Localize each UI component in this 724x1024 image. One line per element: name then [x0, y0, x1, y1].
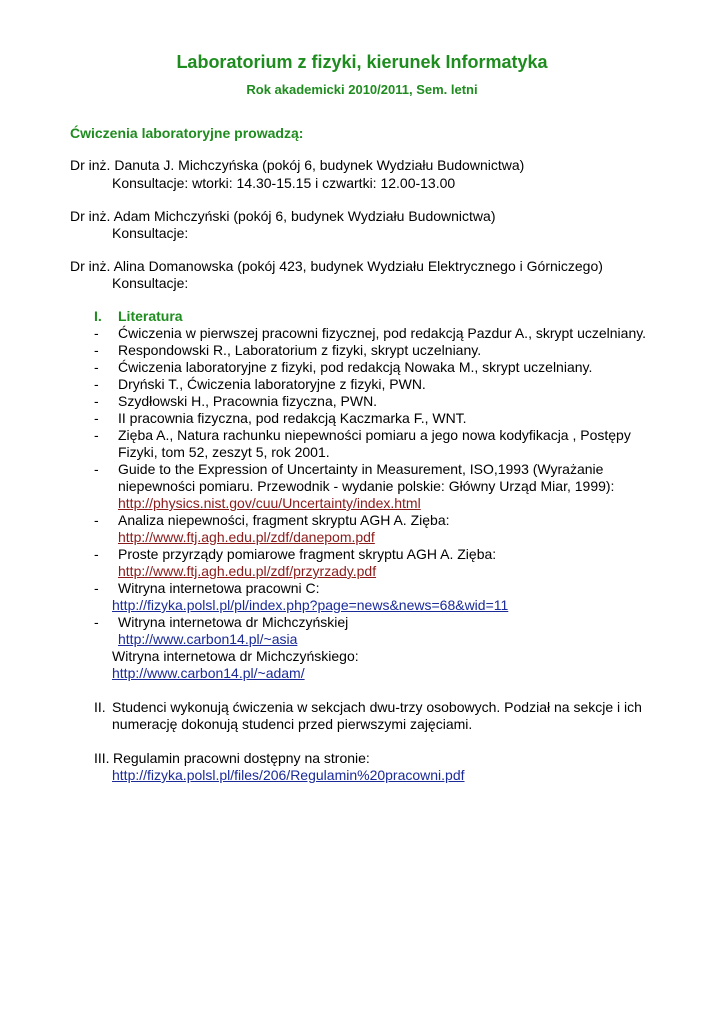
list-dash: - — [94, 461, 99, 477]
list-item: Zięba A., Natura rachunku niepewności pomiaru a jego nowa kodyfikacja , Postępy — [118, 427, 631, 443]
list-item-continuation: niepewności pomiaru. Przewodnik - wydanie polskie: Główny Urząd Miar, 1999): — [118, 478, 615, 494]
section-text: Regulamin pracowni dostępny na stronie: — [113, 750, 370, 766]
list-item: Guide to the Expression of Uncertainty in Measurement, ISO,1993 (Wyrażanie — [118, 461, 604, 477]
list-dash: - — [94, 427, 99, 443]
przyrzady-link[interactable]: http://www.ftj.agh.edu.pl/zdf/przyrzady.pdf — [118, 563, 377, 579]
list-dash: - — [94, 512, 99, 528]
section-text-continuation: numerację dokonują studenci przed pierwszymi zajęciami. — [112, 716, 473, 732]
list-item: Proste przyrządy pomiarowe fragment skryptu AGH A. Zięba: — [118, 546, 497, 562]
pracownia-c-link[interactable]: http://fizyka.polsl.pl/pl/index.php?page=news&news=68&wid=11 — [112, 597, 509, 613]
list-item: Ćwiczenia laboratoryjne z fizyki, pod redakcją Nowaka M., skrypt uczelniany. — [118, 359, 593, 375]
list-item: Ćwiczenia w pierwszej pracowni fizycznej, pod redakcją Pazdur A., skrypt uczelniany. — [118, 325, 647, 341]
carbon14-adam-link[interactable]: http://www.carbon14.pl/~adam/ — [112, 665, 305, 681]
section-number: II. — [94, 699, 106, 715]
list-dash: - — [94, 546, 99, 562]
section-text: Studenci wykonują ćwiczenia w sekcjach dwu-trzy osobowych. Podział na sekcje i ich — [112, 699, 642, 715]
list-item: Respondowski R., Laboratorium z fizyki, skrypt uczelniany. — [118, 342, 482, 358]
list-item: Witryna internetowa pracowni C: — [118, 580, 320, 596]
list-item: Szydłowski H., Pracownia fizyczna, PWN. — [118, 393, 378, 409]
instructor-consult: Konsultacje: — [112, 275, 189, 291]
list-dash: - — [94, 376, 99, 392]
list-dash: - — [94, 614, 99, 630]
section-heading: Literatura — [118, 308, 183, 324]
list-item-continuation: Fizyki, tom 52, zeszyt 5, rok 2001. — [118, 444, 330, 460]
instructor-name: Dr inż. Adam Michczyński (pokój 6, budynek Wydziału Budownictwa) — [70, 208, 496, 224]
list-dash: - — [94, 359, 99, 375]
list-dash: - — [94, 325, 99, 341]
instructor-consult: Konsultacje: — [112, 225, 189, 241]
page-title: Laboratorium z fizyki, kierunek Informatyka — [176, 52, 548, 72]
regulamin-link[interactable]: http://fizyka.polsl.pl/files/206/Regulamin%20pracowni.pdf — [112, 767, 465, 783]
list-dash: - — [94, 342, 99, 358]
danepom-link[interactable]: http://www.ftj.agh.edu.pl/zdf/danepom.pdf — [118, 529, 375, 545]
list-dash: - — [94, 580, 99, 596]
list-item: II pracownia fizyczna, pod redakcją Kaczmarka F., WNT. — [118, 410, 467, 426]
list-item: Analiza niepewności, fragment skryptu AGH A. Zięba: — [118, 512, 450, 528]
carbon14-asia-link[interactable]: http://www.carbon14.pl/~asia — [118, 631, 298, 647]
instructor-consult: Konsultacje: wtorki: 14.30-15.15 i czwartki: 12.00-13.00 — [112, 175, 456, 191]
instructor-name: Dr inż. Danuta J. Michczyńska (pokój 6, budynek Wydziału Budownictwa) — [70, 157, 525, 173]
section-number: III. — [94, 750, 110, 766]
section-number: I. — [94, 308, 102, 324]
nist-link[interactable]: http://physics.nist.gov/cuu/Uncertainty/index.html — [118, 495, 421, 511]
list-dash: - — [94, 393, 99, 409]
instructors-heading: Ćwiczenia laboratoryjne prowadzą: — [70, 125, 304, 141]
instructor-name: Dr inż. Alina Domanowska (pokój 423, budynek Wydziału Elektrycznego i Górniczego) — [70, 258, 603, 274]
list-item: Dryński T., Ćwiczenia laboratoryjne z fizyki, PWN. — [118, 376, 426, 392]
list-item: Witryna internetowa dr Michczyńskiej — [118, 614, 349, 630]
list-dash: - — [94, 410, 99, 426]
list-item: Witryna internetowa dr Michczyńskiego: — [112, 648, 359, 664]
page-subtitle: Rok akademicki 2010/2011, Sem. letni — [246, 82, 478, 97]
